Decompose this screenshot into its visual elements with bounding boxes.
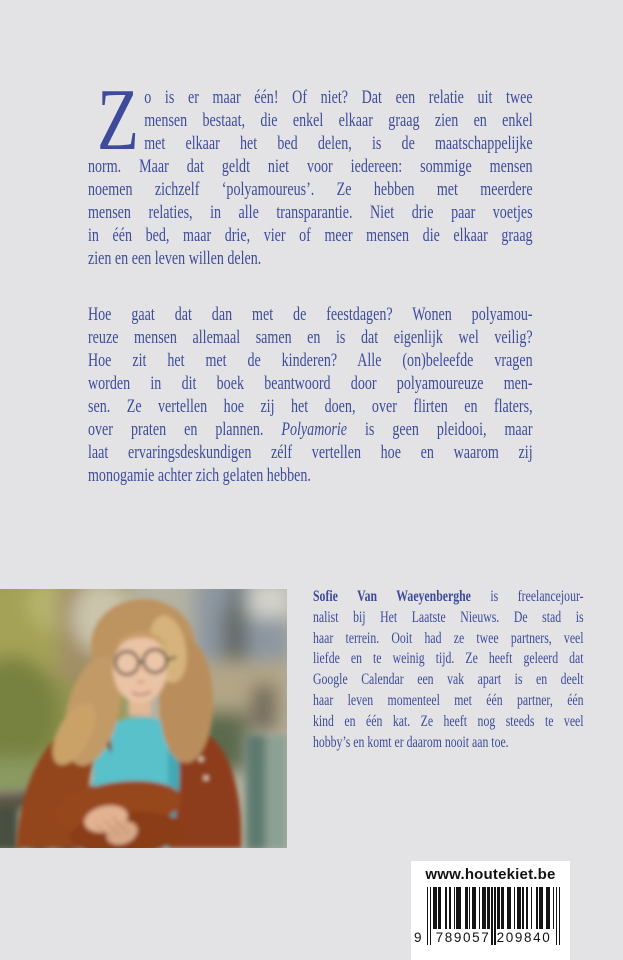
text-line: in één bed, maar drie, vier of meer mensen die elkaar graag [88, 226, 533, 246]
barcode-bar [449, 887, 450, 929]
text-line: met elkaar het bed delen, is de maatschappelijke [144, 134, 533, 154]
text-line: haar leven momenteel met één partner, één [313, 691, 584, 709]
barcode-bar [435, 887, 436, 929]
barcode-bar [440, 887, 441, 929]
isbn-digit-group2: 209840 [496, 930, 552, 945]
barcode-bar [519, 887, 520, 929]
barcode-bar [503, 887, 504, 929]
text-line: noemen zichzelf ‘polyamoureus’. Ze hebben met meerdere [88, 180, 533, 200]
barcode-bar [549, 887, 550, 929]
barcode-bar [522, 887, 523, 929]
text-line: Hoe gaat dat dan met de feestdagen? Wonen polyamou- [88, 305, 533, 325]
author-photo [0, 589, 287, 848]
text-line: hobby’s en komt er daarom nooit aan toe. [313, 733, 509, 751]
text-line: worden in dit boek beantwoord door polyamoureuze men- [88, 374, 533, 394]
barcode-bar [479, 887, 480, 929]
text-line: monogamie achter zich gelaten hebben. [88, 466, 311, 486]
text-line: mensen bestaat, die enkel elkaar graag zien en enkel [144, 111, 533, 131]
barcode-bar [454, 887, 455, 929]
author-photo-image [0, 589, 287, 848]
barcode-bar [445, 887, 446, 929]
blurb-paragraph-2 [88, 304, 533, 488]
barcode-bar [542, 887, 543, 929]
barcode-bar [510, 887, 511, 929]
text-line: over praten en plannen. Polyamorie is geen pleidooi, maar [88, 420, 533, 440]
barcode-bar [475, 887, 476, 929]
barcode-bar [489, 887, 490, 929]
text-line: norm. Maar dat geldt niet voor iedereen: sommige mensen [88, 157, 533, 177]
barcode-bar [466, 887, 467, 929]
text-line: Google Calendar een vak apart is en deelt [313, 671, 584, 689]
barcode-bar [531, 887, 532, 929]
text-line: mensen relaties, in alle transparantie. Niet drie paar voetjes [88, 203, 533, 223]
isbn-digit-group1: 789057 [435, 930, 491, 945]
text-line: kind en één kat. Ze heeft nog steeds te veel [313, 712, 584, 730]
isbn-digits [411, 930, 570, 948]
barcode-bar [484, 887, 485, 929]
barcode-bar [526, 887, 527, 929]
author-bio [313, 587, 584, 753]
text-line: reuze mensen allemaal samen en is dat eigenlijk wel veilig? [88, 328, 533, 348]
barcode-bar [498, 887, 499, 929]
barcode-bar [469, 887, 470, 929]
barcode-bar [536, 887, 537, 929]
text-line: Sofie Van Waeyenberghe is freelancejour- [313, 588, 584, 605]
text-line: laat ervaringsdeskundigen zélf vertellen hoe en waarom zij [88, 443, 533, 463]
text-line: nalist bij Het Laatste Nieuws. De stad is [313, 608, 584, 626]
blurb-paragraph-1 [88, 87, 533, 271]
barcode-bar [459, 887, 460, 929]
isbn-digit-lead: 9 [414, 930, 424, 945]
barcode-bar [514, 887, 515, 929]
publisher-url: www.houtekiet.be [425, 866, 556, 883]
drop-cap: Z [97, 72, 139, 169]
text-line: liefde en te weinig tijd. Ze heeft geleerd dat [313, 650, 584, 668]
text-line: zien en een leven willen delen. [88, 249, 262, 269]
barcode-bar [553, 887, 554, 929]
text-line: o is er maar één! Of niet? Dat een relatie uit twee [144, 88, 533, 108]
barcode-block [411, 861, 570, 960]
text-line: sen. Ze vertellen hoe zij het doen, over flirten en flaters, [88, 397, 533, 417]
text-line: Hoe zit het met de kinderen? Alle (on)beleefde vragen [88, 351, 533, 371]
text-line: haar terrein. Ooit had ze twee partners, veel [313, 629, 584, 647]
